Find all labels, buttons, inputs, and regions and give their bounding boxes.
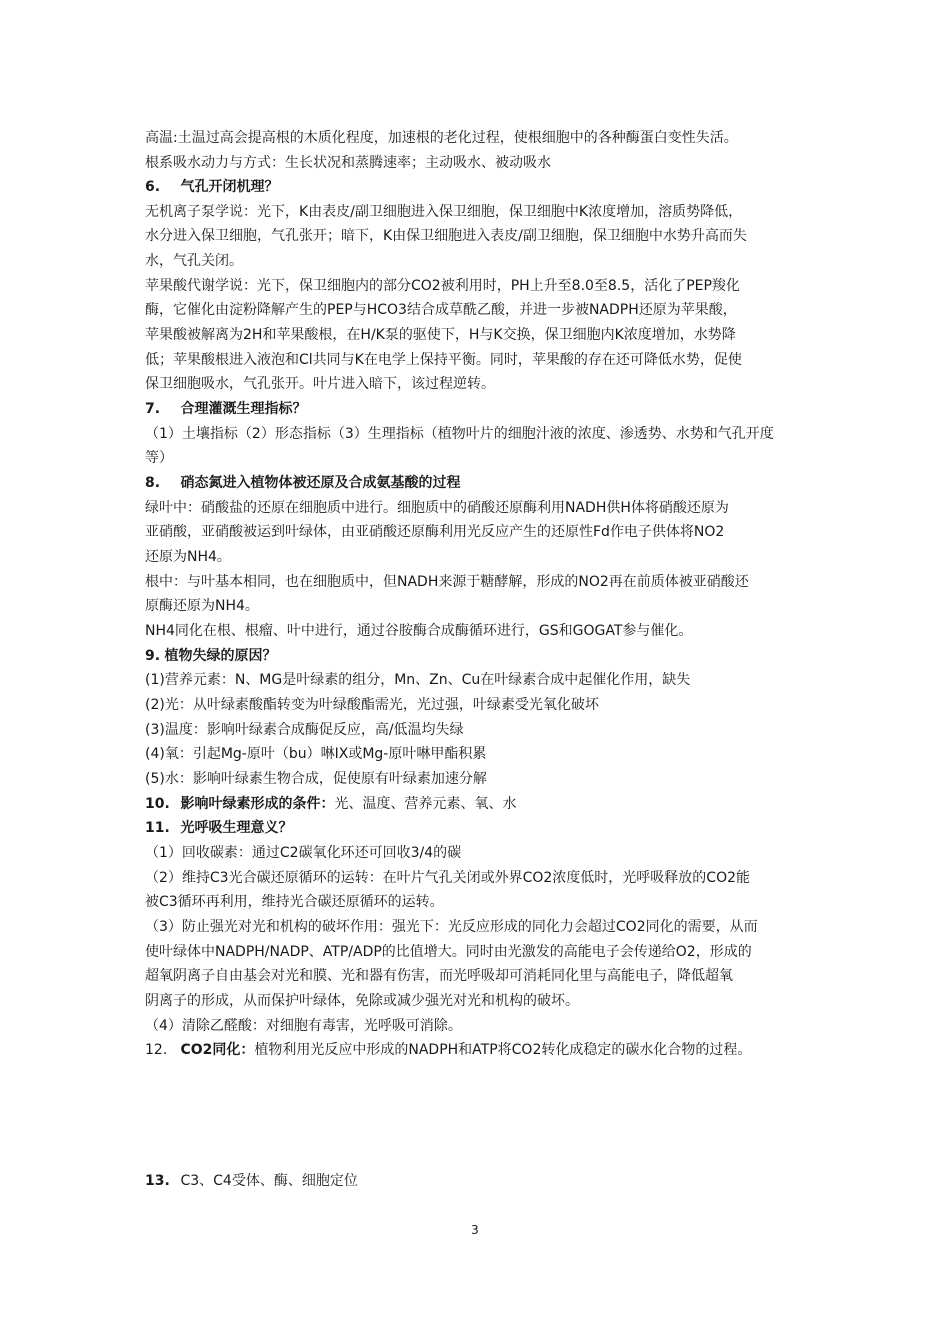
text-line: 低；苹果酸根进入液泡和Cl共同与K在电学上保持平衡。同时，苹果酸的存在还可降低水势，促使: [145, 352, 742, 368]
heading-text: 硝态氮进入植物体被还原及合成氨基酸的过程: [180, 475, 461, 491]
heading-text: 植物失绿的原因？: [164, 648, 277, 664]
heading-text: 合理灌溉生理指标？: [180, 401, 307, 417]
text-line: 阴离子的形成，从而保护叶绿体，免除或减少强光对光和机构的破坏。: [145, 993, 579, 1009]
section-heading: [145, 474, 460, 492]
section-heading: [145, 1041, 751, 1059]
text-line: (3)温度：影响叶绿素合成酶促反应，高/低温均失绿: [145, 722, 464, 738]
heading-rest: 光、温度、营养元素、氧、水: [334, 796, 517, 812]
heading-number: 12.: [145, 1042, 168, 1058]
text-line: 酶，它催化由淀粉降解产生的PEP与HCO3结合成草酰乙酸，并进一步被NADPH还原为苹果酸，: [145, 302, 737, 318]
text-line: 亚硝酸，亚硝酸被运到叶绿体，由亚硝酸还原酶利用光反应产生的还原性Fd作电子供体将NO2: [145, 524, 725, 540]
text-line: （2）维持C3光合碳还原循环的运转：在叶片气孔关闭或外界CO2浓度低时，光呼吸释放的CO2能: [145, 870, 750, 886]
text-line: 水，气孔关闭。: [145, 253, 243, 269]
text-line: (2)光：从叶绿素酸酯转变为叶绿酸酯需光，光过强，叶绿素受光氧化破坏: [145, 697, 599, 713]
text-line: （4）清除乙醛酸：对细胞有毒害，光呼吸可消除。: [145, 1018, 462, 1034]
text-line: 还原为NH4。: [145, 549, 231, 565]
text-line: 原酶还原为NH4。: [145, 598, 259, 614]
text-line: 保卫细胞吸水，气孔张开。叶片进入暗下，该过程逆转。: [145, 376, 495, 392]
text-line: 使叶绿体中NADPH/NADP、ATP/ADP的比值增大。同时由光激发的高能电子会传递给O2，形成的: [145, 944, 752, 960]
text-line: NH4同化在根、根瘤、叶中进行，通过谷胺酶合成酶循环进行，GS和GOGAT参与催化。: [145, 623, 693, 639]
text-line: （1）土壤指标（2）形态指标（3）生理指标（植物叶片的细胞汁液的浓度、渗透势、水势和气孔开度: [145, 426, 774, 442]
heading-rest: C3、C4受体、酶、细胞定位: [180, 1173, 358, 1189]
text-line: （1）回收碳素：通过C2碳氧化环还可回收3/4的碳: [145, 845, 462, 861]
heading-number: 8.: [145, 475, 161, 491]
text-line: 超氧阴离子自由基会对光和膜、光和器有伤害，而光呼吸却可消耗同化里与高能电子，降低超氧: [145, 968, 733, 984]
section-heading: [145, 400, 306, 418]
page-number: 3: [471, 1223, 479, 1237]
heading-text: 气孔开闭机理？: [180, 179, 279, 195]
section-heading: [145, 819, 292, 837]
text-line: 苹果酸被解离为2H和苹果酸根，在H/K泵的驱使下，H与K交换，保卫细胞内K浓度增加，水势降: [145, 327, 736, 343]
section-heading: [145, 795, 516, 813]
heading-number: 11.: [145, 820, 170, 836]
section-heading: [145, 178, 278, 196]
heading-text: CO2同化：: [180, 1042, 255, 1058]
text-line: 被C3循环再利用，维持光合碳还原循环的运转。: [145, 894, 444, 910]
heading-rest: 植物利用光反应中形成的NADPH和ATP将CO2转化成稳定的碳水化合物的过程。: [254, 1042, 752, 1058]
text-line: 高温:土温过高会提高根的木质化程度，加速根的老化过程，使根细胞中的各种酶蛋白变性失活。: [145, 130, 738, 146]
heading-text: 影响叶绿素形成的条件：: [180, 796, 335, 812]
text-line: 根中：与叶基本相同，也在细胞质中，但NADH来源于糖酵解，形成的NO2再在前质体被亚硝酸还: [145, 574, 749, 590]
heading-number: 7.: [145, 401, 161, 417]
text-line: 等）: [145, 450, 173, 466]
text-line: 无机离子泵学说：光下，K由表皮/副卫细胞进入保卫细胞，保卫细胞中K浓度增加，溶质势降低，: [145, 204, 743, 220]
text-line: (5)水：影响叶绿素生物合成，促使原有叶绿素加速分解: [145, 771, 487, 787]
heading-number: 9.: [145, 648, 161, 664]
heading-text: 光呼吸生理意义？: [180, 820, 293, 836]
heading-number: 6.: [145, 179, 161, 195]
text-line: 根系吸水动力与方式：生长状况和蒸腾速率；主动吸水、被动吸水: [145, 155, 551, 171]
text-line: 绿叶中：硝酸盐的还原在细胞质中进行。细胞质中的硝酸还原酶利用NADH供H体将硝酸还原为: [145, 500, 729, 516]
text-line: 水分进入保卫细胞，气孔张开；暗下，K由保卫细胞进入表皮/副卫细胞，保卫细胞中水势升高而失: [145, 228, 747, 244]
text-line: 苹果酸代谢学说：光下，保卫细胞内的部分CO2被利用时，PH上升至8.0至8.5，活化了PEP羧化: [145, 278, 740, 294]
heading-number: 10.: [145, 796, 170, 812]
text-line: (4)氧：引起Mg-原叶（bu）啉IX或Mg-原叶啉甲酯积累: [145, 746, 487, 762]
section-heading: [145, 647, 277, 665]
section-heading: [145, 1172, 358, 1190]
text-line: （3）防止强光对光和机构的破坏作用：强光下：光反应形成的同化力会超过CO2同化的需要，从而: [145, 919, 758, 935]
heading-number: 13.: [145, 1173, 170, 1189]
text-line: (1)营养元素：N、MG是叶绿素的组分，Mn、Zn、Cu在叶绿素合成中起催化作用，缺失: [145, 672, 691, 688]
